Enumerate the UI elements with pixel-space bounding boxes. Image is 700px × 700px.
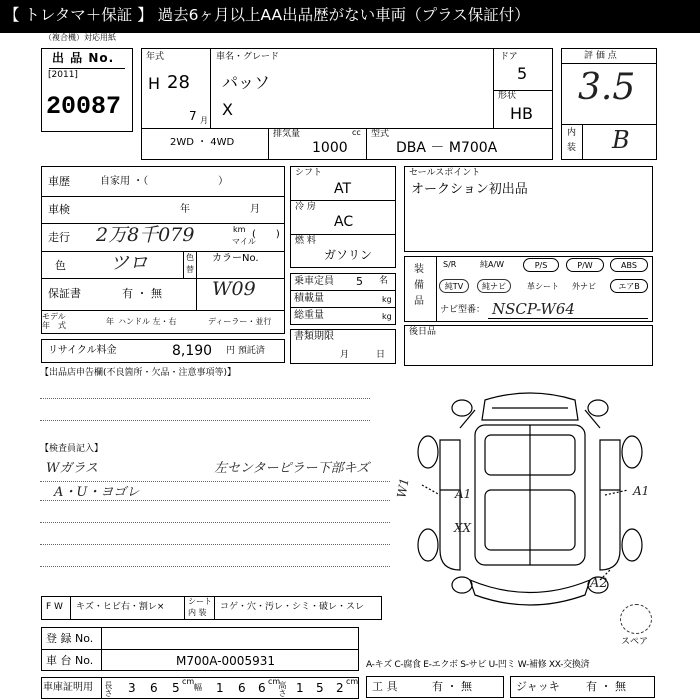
installed-box (404, 325, 653, 366)
car-damage-diagram (400, 380, 660, 620)
lot-label: 出 品 No. (52, 51, 115, 65)
displacement-label: 排気量 (273, 129, 301, 139)
history-box (41, 166, 285, 334)
equip-navi: 純ナビ (477, 279, 511, 293)
color-value: ツロ (110, 252, 149, 274)
jack-label: ジャッキ (516, 680, 560, 693)
height-cm: cm (346, 677, 359, 686)
handle-value: ハンドル 左・右 (118, 317, 177, 326)
gross-label: 総重量 (294, 310, 324, 321)
color-label: 色 (55, 259, 66, 272)
recycle-value: 8,190 (172, 343, 213, 359)
sales-box (404, 166, 653, 252)
length-cm: cm (182, 677, 195, 686)
installed-label: 後日品 (409, 327, 437, 337)
type-label: 型式 (371, 129, 390, 139)
car-name: パッソ (222, 73, 271, 92)
cert-label: 車庫証明用 (43, 682, 93, 693)
interior-label-2: 装 (567, 143, 577, 153)
score-label: 評 価 点 (584, 51, 617, 61)
interior-value: B (612, 126, 630, 154)
color-no-label: カラーNo. (212, 253, 259, 264)
color-change-label-1: 色 (186, 253, 194, 262)
gross-kg-unit: kg (382, 312, 392, 321)
lot-divider (49, 68, 125, 69)
length-1: 3 (128, 681, 136, 695)
equip-ext-navi: 外ナビ (572, 282, 596, 291)
era: H (148, 74, 161, 93)
fuel-value: ガソリン (324, 248, 373, 262)
book-month-unit: 月 (340, 350, 350, 360)
warranty-label: 保証書 (48, 287, 81, 300)
reg-label: 登 録 No. (46, 632, 94, 645)
tools-label: 工 具 (372, 680, 398, 693)
doors-value: 5 (517, 64, 528, 83)
lot-year-tag: [2011] (48, 70, 78, 80)
equip-leather: 革シート (527, 282, 559, 291)
km-unit: km (233, 225, 246, 234)
model-year-label: 年式 (146, 52, 165, 62)
height-1: 1 (296, 681, 304, 695)
width-cm: cm (268, 677, 281, 686)
model-year-unit: 年 (106, 317, 114, 326)
length-label: 長さ (104, 681, 113, 697)
recycle-label: リサイクル料金 (48, 345, 117, 356)
equip-abs: ABS (610, 258, 648, 272)
equip-tv: 純TV (439, 279, 469, 293)
capacity-label: 乗車定員 (294, 276, 334, 287)
width-label: 幅 (194, 683, 202, 692)
model-label-1: モデル (42, 312, 66, 321)
shape-label: 形状 (498, 91, 517, 101)
warranty-value: 有 ・ 無 (122, 287, 162, 300)
month-unit: 月 (200, 116, 208, 125)
note-line-2: A・U・ヨゴレ (54, 485, 140, 500)
load-kg-unit: kg (382, 295, 392, 304)
book-label: 書類期限 (294, 331, 334, 342)
seat-label-2: 内 装 (188, 608, 207, 617)
legend: A-キズ C-腐食 E-エクボ S-サビ U-凹ミ W-補修 XX-交換済 (366, 660, 590, 670)
score-value: 3.5 (578, 67, 636, 108)
cc-unit: cc (352, 128, 361, 137)
drive-value: 2WD ・ 4WD (170, 137, 235, 148)
mile-unit: マイル (232, 237, 256, 246)
displacement-value: 1000 (312, 140, 348, 156)
length-2: 6 (150, 681, 158, 695)
equip-label-3: 品 (414, 296, 424, 307)
capacity-unit: 名 (379, 276, 389, 286)
ac-value: AC (334, 214, 354, 230)
ac-label: 冷 房 (295, 202, 316, 212)
note-line-1: Wガラス (46, 461, 98, 476)
header-subtitle: （複合機）対応用紙 (44, 33, 116, 42)
inspection-year-unit: 年 (180, 204, 190, 215)
height-label: 高さ (278, 681, 287, 697)
header-title: 【 トレタマ＋保証 】 過去6ヶ月以上AA出品歴がない車両（プラス保証付） (4, 6, 530, 24)
shift-value: AT (334, 181, 352, 197)
history-value: 自家用 ・（ ） (100, 176, 229, 187)
shift-label: シフト (295, 168, 323, 178)
chassis-value: M700A-0005931 (176, 654, 275, 668)
mark-a2: A2 (590, 576, 608, 591)
load-label: 積載量 (294, 293, 324, 304)
recycle-unit: 円 預託済 (226, 346, 265, 356)
equip-label-2: 備 (414, 280, 424, 291)
doors-label: ドア (500, 52, 518, 62)
name-label: 車名・グレード (216, 52, 280, 62)
width-2: 6 (238, 681, 246, 695)
height-2: 5 (316, 681, 324, 695)
model-label-2: 年 式 (42, 321, 66, 330)
type-value: DBA － M700A (396, 140, 498, 156)
navi-value: NSCP-W64 (492, 300, 575, 318)
mark-w1: W1 (394, 476, 412, 500)
mileage-label: 走行 (48, 231, 70, 244)
spare-label: スペア (621, 637, 649, 647)
note-line-3: 左センターピラー下部キズ (214, 461, 370, 476)
mark-xx: XX (454, 521, 472, 535)
navi-label: ナビ型番： (440, 305, 486, 315)
mark-a1-right: A1 (633, 484, 650, 498)
fuel-label: 燃 料 (295, 236, 316, 246)
mileage-value: 2万8千079 (96, 224, 195, 246)
history-label: 車歴 (48, 175, 70, 188)
fw-items: キズ・ヒビ右・割レ× (76, 602, 165, 612)
equip-airbag: エアB (610, 279, 648, 293)
equip-ps: P/S (523, 258, 559, 272)
inspection-label: 車検 (48, 203, 70, 216)
car-grade: X (222, 100, 233, 119)
height-3: 2 (336, 681, 344, 695)
color-change-label-2: 替 (186, 265, 194, 274)
chassis-label: 車 台 No. (46, 654, 94, 667)
mark-a1-left: A1 (455, 487, 472, 501)
year-value: 28 (167, 72, 190, 93)
fw-label: F W (46, 602, 63, 612)
seller-notes-label: 【出品店申告欄(不良箇所・欠品・注意事項等)】 (40, 368, 237, 378)
equip-label-1: 装 (414, 264, 424, 275)
dealer-value: ディーラー・並行 (208, 317, 272, 326)
capacity-value: 5 (356, 275, 363, 288)
equip-sr: S/R (443, 260, 457, 269)
width-1: 1 (216, 681, 224, 695)
interior-label-1: 内 (567, 128, 577, 138)
length-3: 5 (172, 681, 180, 695)
equip-pw: P/W (566, 258, 604, 272)
sales-value: オークション初出品 (411, 182, 528, 197)
color-no-value: W09 (212, 278, 256, 300)
seat-items: コゲ・穴・汚レ・シミ・破レ・スレ (220, 602, 365, 612)
jack-value: 有 ・ 無 (586, 680, 626, 693)
equip-aw: 純A/W (480, 260, 505, 269)
book-day-unit: 日 (376, 350, 386, 360)
mileage-paren: ( ) (252, 229, 280, 240)
inspection-month-unit: 月 (250, 204, 260, 215)
month-value: 7 (189, 109, 197, 123)
spare-icon (620, 604, 652, 634)
sales-label: セールスポイント (409, 168, 481, 178)
tools-value: 有 ・ 無 (432, 680, 472, 693)
lot-number: 20087 (46, 92, 122, 121)
inspector-label: 【検査員記入】 (40, 444, 104, 454)
seat-label-1: シート (188, 597, 212, 606)
shape-value: HB (510, 104, 534, 123)
width-3: 6 (258, 681, 266, 695)
